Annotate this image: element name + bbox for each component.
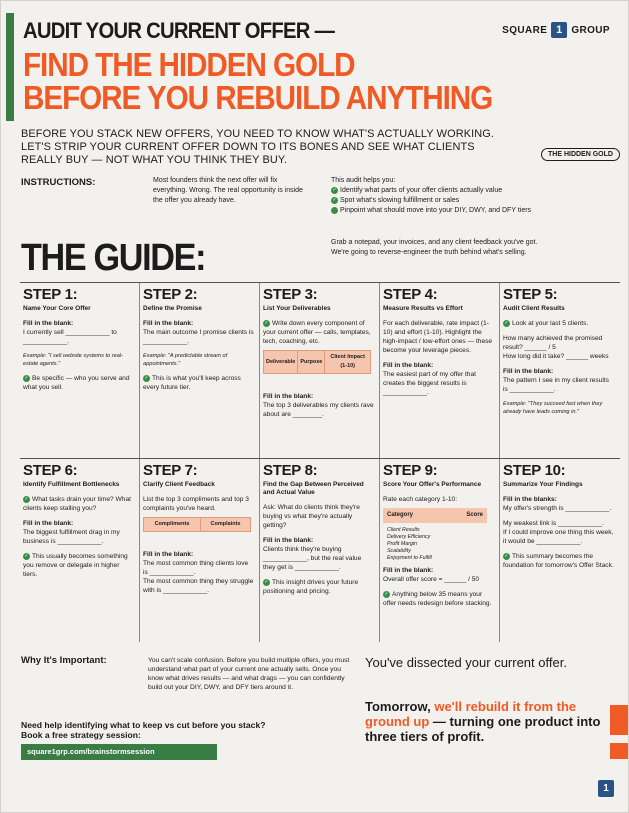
question: How many achieved the promised result? ______ / 5 <box>503 335 603 351</box>
audit-helps <box>327 176 541 216</box>
tomorrow-statement: Tomorrow, we'll rebuild it from the ground up — turning one product into three tiers of profit. <box>365 699 601 744</box>
step-1 <box>20 283 140 458</box>
audit-heading: This audit helps you: <box>331 177 396 184</box>
logo-right-text: GROUP <box>571 24 610 36</box>
hidden-gold-pill: THE HIDDEN GOLD <box>541 148 620 161</box>
tip: ✓ This usually becomes something you remove or delegate in higher tiers. <box>23 552 128 578</box>
check-icon: ✓ <box>504 552 509 559</box>
check-icon: ✓ <box>264 319 269 326</box>
fill-label: Fill in the blank: <box>263 537 314 544</box>
fill-text: The most common thing they struggle with is ____________. <box>143 577 254 594</box>
tip: ✓ What tasks drain your time? What clients keep stalling you? <box>23 495 131 512</box>
tip: ✓ Anything below 35 means your offer needs redesign before stacking. <box>383 590 492 607</box>
step-title: STEP 7: <box>143 462 198 479</box>
table-header: Client Impact (1-10) <box>325 351 371 374</box>
intro-text: BEFORE YOU STACK NEW OFFERS, YOU NEED TO KNOW WHAT'S ACTUALLY WORKING. LET'S STRIP YOUR CURRENT OFFER DOWN TO ITS BONES AND SEE WHAT CLIENTS REALLY BUY — NOT WHAT YOU THINK THEY BUY. <box>21 128 495 166</box>
grab-text: Grab a notepad, your invoices, and any client feedback you've got. We're going to reverse-engineer the truth behind what's selling. <box>331 239 538 256</box>
step-2 <box>140 283 260 458</box>
cta-book: Book a free strategy session: <box>21 730 141 740</box>
check-icon: ✓ <box>331 207 338 214</box>
fill-text: The easiest part of my offer that creates the biggest results is ____________. <box>383 371 476 396</box>
score-categories <box>387 527 494 562</box>
green-accent-bar <box>6 13 14 121</box>
why-label: Why It's Important: <box>21 655 107 666</box>
step-text: List the top 3 compliments and top 3 complaints you've heard. <box>143 496 249 512</box>
deliverables-table <box>263 350 371 388</box>
step-text: Ask: What do clients think they're buying vs what they're actually getting? <box>263 504 360 529</box>
step-title: STEP 10: <box>503 462 566 479</box>
fill-label: Fill in the blank: <box>143 550 194 558</box>
logo <box>502 22 610 38</box>
fill-label: Fill in the blank: <box>263 392 314 400</box>
category-item: Profit Margin <box>387 541 418 547</box>
fill-text: The main outcome I promise clients is ____________. <box>143 329 254 345</box>
feedback-table <box>143 517 251 546</box>
audit-item: ✓ Pinpoint what should move into your DIY, DWY, and DFY tiers <box>327 206 532 214</box>
step-10 <box>500 459 620 642</box>
category-item: Client Results <box>387 527 420 533</box>
headline-line-1: FIND THE HIDDEN GOLD <box>23 46 355 83</box>
table-header: Deliverable <box>264 351 298 374</box>
step-text: Rate each category 1-10: <box>383 496 458 503</box>
fill-text: I currently sell ____________ to ____________. <box>23 329 117 345</box>
fill-label: Fill in the blank: <box>23 520 74 527</box>
step-title: STEP 5: <box>503 286 558 303</box>
fill-label: Fill in the blank: <box>143 320 194 327</box>
logo-left-text: SQUARE <box>502 24 548 36</box>
instructions-text: Most founders think the next offer will fix everything. Wrong. The real opportunity is inside the offer you already have. <box>153 177 303 204</box>
fill-text: The top 3 deliverables my clients rave about are ________. <box>263 401 374 418</box>
category-item: Enjoyment to Fulfill <box>387 555 432 561</box>
table-header: Compliments <box>144 518 201 532</box>
steps-grid <box>20 282 620 642</box>
example-text: Example: "I sell website systems to real-estate agents." <box>23 353 123 367</box>
fill-text: The most common thing clients love is ____________. <box>143 559 249 576</box>
table-header: Complaints <box>200 518 250 532</box>
step-6 <box>20 459 140 642</box>
step-subtitle: Score Your Offer's Performance <box>383 481 482 488</box>
step-7 <box>140 459 260 642</box>
step-subtitle: Name Your Core Offer <box>23 305 91 312</box>
category-item: Delivery Efficiency <box>387 534 431 540</box>
logo-square-icon: 1 <box>551 22 567 38</box>
check-icon: ✓ <box>384 590 389 597</box>
step-subtitle: List Your Deliverables <box>263 305 331 312</box>
orange-side-block <box>610 743 628 759</box>
fill-text: The biggest fulfillment drag in my business is ____________. <box>23 529 120 545</box>
closing-statement: You've dissected your current offer. <box>365 655 567 670</box>
fill-label: Fill in the blanks: <box>503 496 557 503</box>
cta-text <box>21 720 266 740</box>
guide-title: THE GUIDE: <box>21 237 206 279</box>
why-text: You can't scale confusion. Before you build multiple offers, you must understand what part of your current one actually sells. Once you know what drives results — and what drags — you can confidently build out your DIY, DWY, and DFY tiers around it. <box>148 657 350 691</box>
fill-label: Fill in the blank: <box>23 320 74 327</box>
fill-label: Fill in the blank: <box>383 567 434 574</box>
check-icon: ✓ <box>144 374 149 381</box>
step-title: STEP 3: <box>263 286 318 303</box>
tip: ✓ Be specific — who you serve and what you sell. <box>23 374 130 391</box>
step-subtitle: Measure Results vs Effort <box>383 305 463 312</box>
question: How long did it take? ______ weeks <box>503 353 609 360</box>
step-subtitle: Audit Client Results <box>503 305 565 312</box>
tip: ✓ This insight drives your future positioning and pricing. <box>263 578 359 595</box>
fill-text: Overall offer score = ______ / 50 <box>383 576 480 583</box>
step-subtitle: Define the Promise <box>143 305 202 312</box>
tip: ✓ This summary becomes the foundation for tomorrow's Offer Stack. <box>503 552 614 569</box>
step-4 <box>380 283 500 458</box>
page-number-badge: 1 <box>598 780 614 797</box>
check-icon: ✓ <box>264 578 269 585</box>
example-text: Example: "They succeed fast when they already have leads coming in." <box>503 401 603 415</box>
fill-text: My offer's strength is ____________. <box>503 505 612 512</box>
fill-label: Fill in the blank: <box>383 362 434 369</box>
step-title: STEP 4: <box>383 286 438 303</box>
fill-text: The pattern I see in my client results is ____________. <box>503 377 609 393</box>
check-icon: ✓ <box>332 196 337 203</box>
tomorrow-highlight: we'll rebuild it from the ground up <box>365 699 577 729</box>
step-title: STEP 8: <box>263 462 318 479</box>
category-item: Scalability <box>387 548 411 554</box>
step-title: STEP 9: <box>383 462 438 479</box>
page-title: AUDIT YOUR CURRENT OFFER — <box>23 18 335 43</box>
check-icon: ✓ <box>24 495 29 502</box>
step-3 <box>260 283 380 458</box>
tip: ✓ Look at your last 5 clients. <box>504 319 589 327</box>
instructions-label: INSTRUCTIONS: <box>21 177 96 188</box>
fill-label: Fill in the blank: <box>503 368 554 375</box>
table-header: Purpose <box>298 351 325 374</box>
example-text: Example: "A predictable stream of appointments." <box>143 353 228 367</box>
audit-item: ✓ Spot what's slowing fulfillment or sales <box>332 196 460 204</box>
step-9 <box>380 459 500 642</box>
step-title: STEP 1: <box>23 286 78 303</box>
check-icon: ✓ <box>24 374 29 381</box>
check-icon: ✓ <box>24 552 29 559</box>
step-subtitle: Clarify Client Feedback <box>143 481 215 488</box>
step-subtitle: Summarize Your Findings <box>503 481 583 488</box>
tip: ✓ This is what you'll keep across every future tier. <box>143 374 241 391</box>
steps-row-1 <box>20 283 620 458</box>
steps-row-2 <box>20 458 620 642</box>
fill-text: My weakest link is ____________. <box>503 520 604 527</box>
step-title: STEP 2: <box>143 286 198 303</box>
step-8 <box>260 459 380 642</box>
score-table-header: Category Score <box>383 508 487 523</box>
check-icon: ✓ <box>504 319 509 326</box>
fill-text: If I could improve one thing this week, it would be ____________. <box>503 529 614 545</box>
step-subtitle: Find the Gap Between Perceived and Actual Value <box>263 481 364 496</box>
step-5 <box>500 283 620 458</box>
booking-link-button[interactable]: square1grp.com/brainstormsession <box>21 744 217 760</box>
step-title: STEP 6: <box>23 462 78 479</box>
step-subtitle: Identify Fulfillment Bottlenecks <box>23 481 120 488</box>
cta-need: Need help identifying what to keep vs cut before you stack? <box>21 720 266 730</box>
orange-side-block <box>610 705 628 735</box>
tip: ✓ Write down every component of your current offer — calls, templates, tech, coaching, etc. <box>263 319 371 345</box>
headline-line-2: BEFORE YOU REBUILD ANYTHING <box>23 79 493 116</box>
fill-text: Clients think they're buying ____________, but the real value they get is ____________. <box>263 546 362 571</box>
check-icon: ✓ <box>332 186 337 193</box>
audit-item: ✓ Identify what parts of your offer clients actually value <box>332 186 503 194</box>
step-text: For each deliverable, rate impact (1-10) and effort (1-10). Highlight the high-impact / low-effort ones — these become your leverage pieces. <box>383 320 493 354</box>
